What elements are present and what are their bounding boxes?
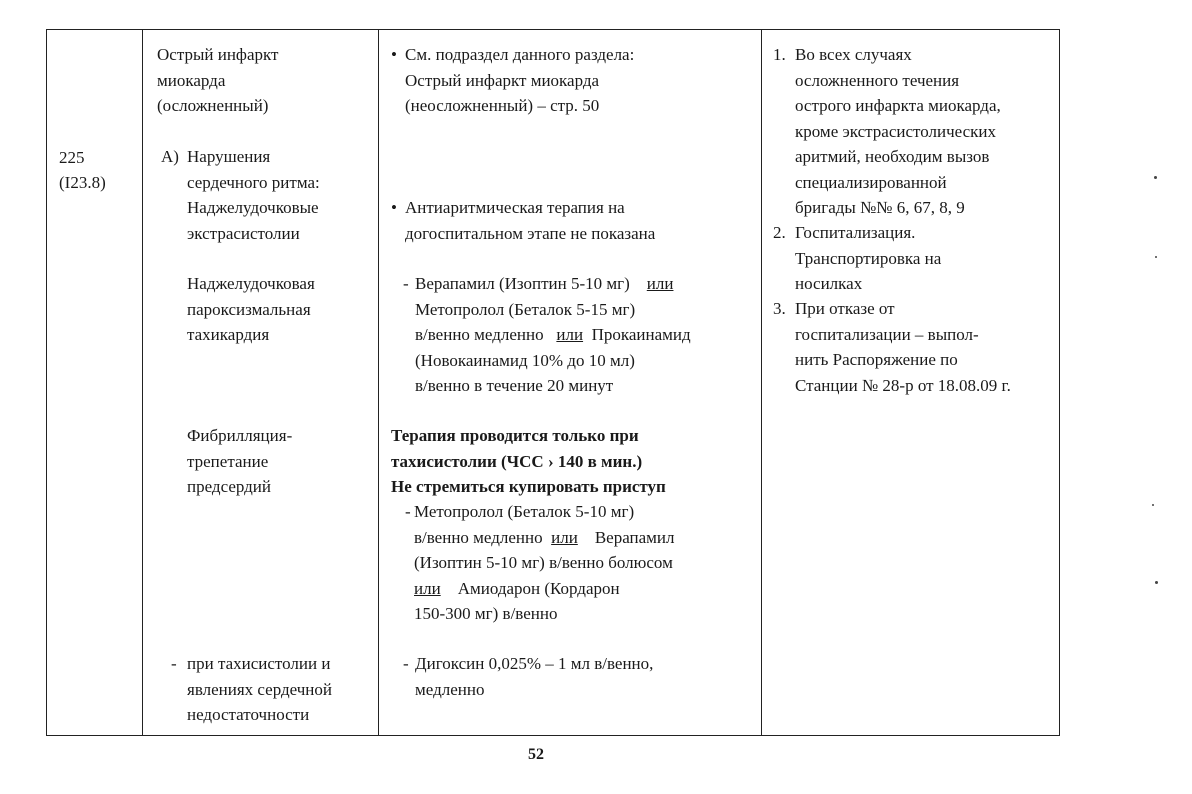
code-number: 225 bbox=[59, 148, 85, 167]
scan-speck bbox=[1154, 176, 1157, 179]
scan-speck bbox=[1155, 581, 1158, 584]
af-diagnosis: Фибрилляция- трепетание предсердий bbox=[187, 426, 293, 496]
svt-diagnosis: Наджелудочковая пароксизмальная тахикардия bbox=[187, 274, 315, 344]
protocol-table: 225 (I23.8) Острый инфаркт миокарда (осложненный) А) Нарушения сердечного ритма: Наджелудочковые экстрасистолии Наджелудочковая пароксизмальная тахикардия Фибрилляция- трепетание предсердий - при тахисистолии и явлениях сердечной недостаточности • См. подраздел данного раздела: Острый инфаркт миокарда (неосложненный) – стр. 50 • Антиаритмическая терапия на догоспитальном этапе не показана - Верапамил (Изоптин 5-10 мг) или Метопролол (Беталок 5-15 мг) в/венно медленно или Прокаинамид (Новокаинамид 10% до 10 мл) в/венно в течение 20 минут Терапия проводится только при тахисистолии (ЧСС › 140 в мин.) Не стремиться купировать приступ - Метопролол (Беталок 5-10 мг) в/венно медленно или Верапамил (Изоптин 5-10 мг) в/венно болюсом или Амиодарон (Кордарон 150-300 мг) в/венно - Дигоксин 0,025% – 1 мл в/венно, медленно 1. Во всех случаях осложненного течения острого инфаркта миокарда, кроме экстрасистолических аритмий, необходим вызов специализированной бригады №№ 6, 67, 8, 9 2. Госпитализация. Транспортировка на носилках 3. При отказе от госпитализации – выпол- нить Распоряжение по Станции № 28-р от 18.08.09 г. bbox=[46, 29, 1060, 736]
icd-code: (I23.8) bbox=[59, 173, 106, 192]
scan-speck bbox=[1155, 256, 1157, 258]
section-a-marker: А) bbox=[161, 147, 179, 166]
bullet: • bbox=[391, 45, 397, 64]
af-therapy-bold: Терапия проводится только при тахисистолии (ЧСС › 140 в мин.) Не стремиться купировать приступ bbox=[391, 426, 666, 496]
bullet: • bbox=[391, 198, 397, 217]
column-divider bbox=[378, 30, 379, 735]
diagnosis-cell: Острый инфаркт миокарда (осложненный) А) Нарушения сердечного ритма: Наджелудочковые экстрасистолии Наджелудочковая пароксизмальная тахикардия Фибрилляция- трепетание предсердий - при тахисистолии и явлениях сердечной недостаточности bbox=[157, 42, 372, 119]
page-number: 52 bbox=[528, 746, 544, 763]
column-divider bbox=[761, 30, 762, 735]
scan-speck bbox=[1152, 504, 1154, 506]
diagnosis-title: Острый инфаркт миокарда (осложненный) bbox=[157, 45, 279, 115]
column-divider bbox=[142, 30, 143, 735]
